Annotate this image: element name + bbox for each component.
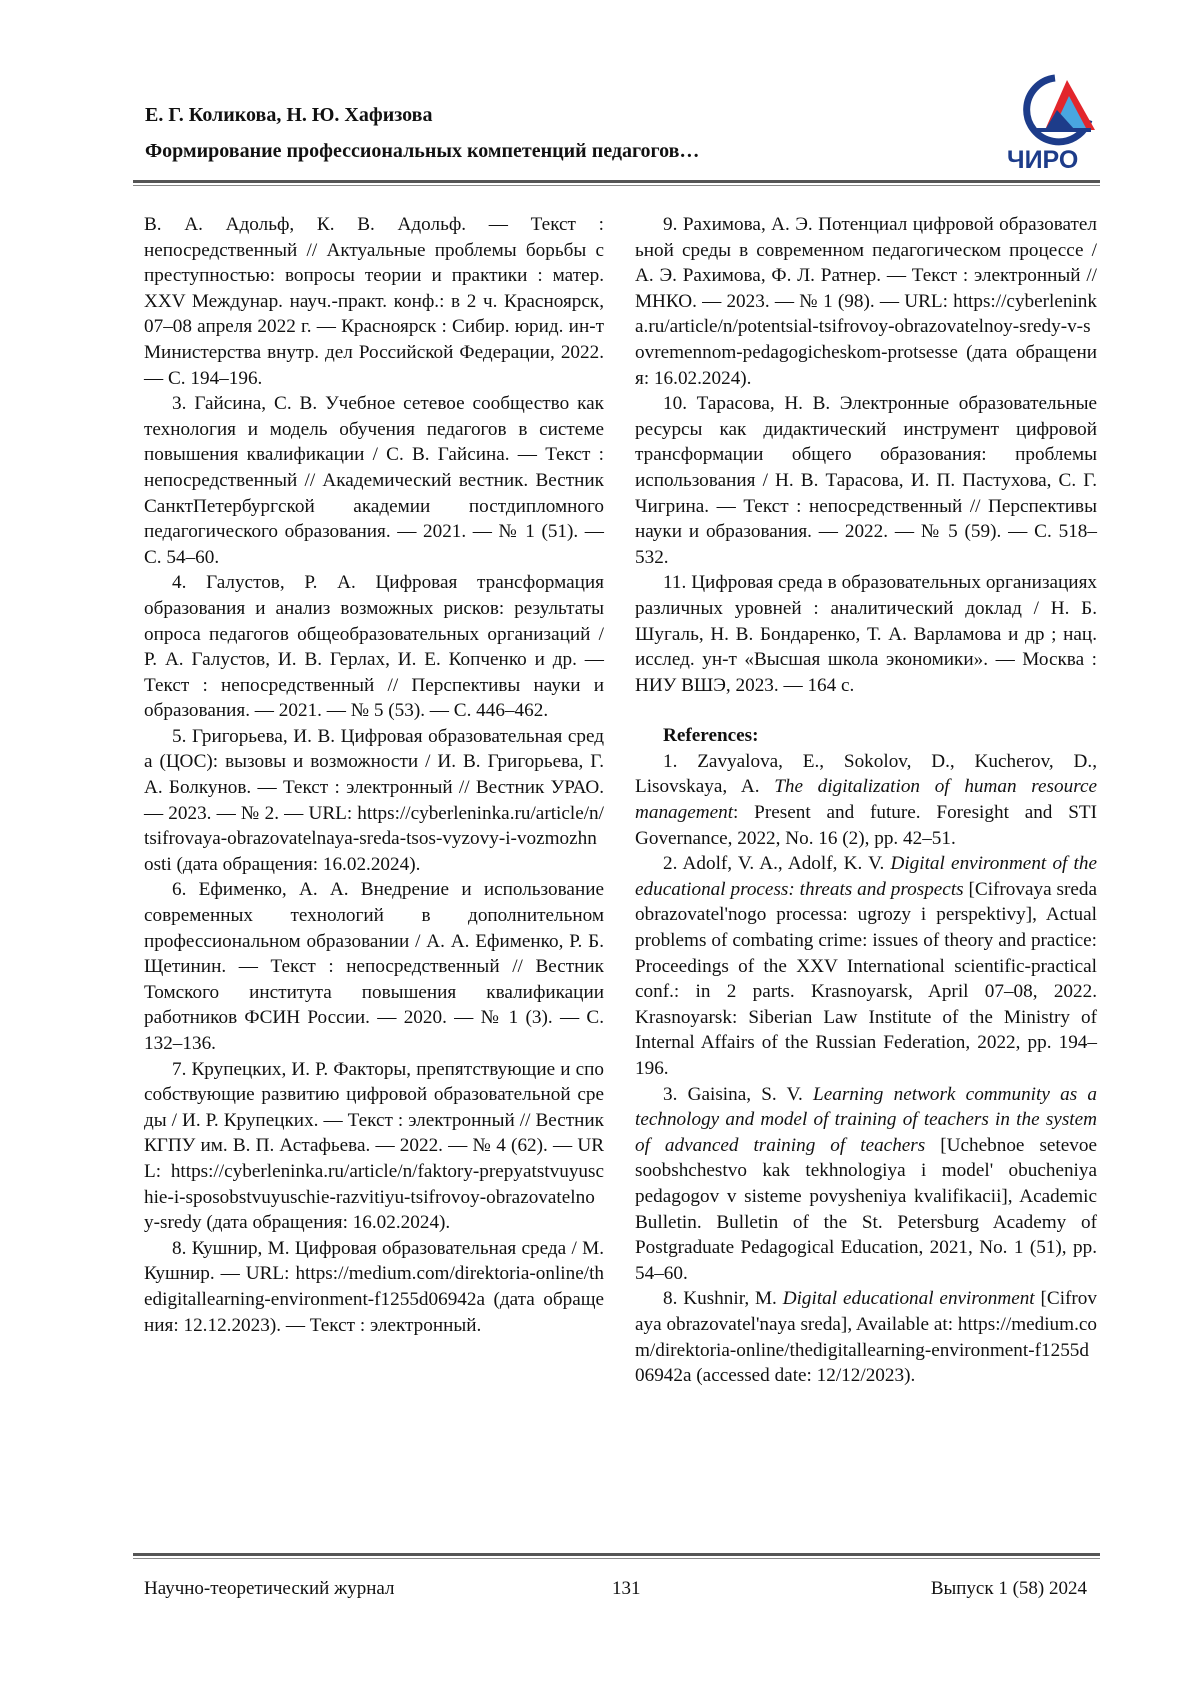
- reference-item: 5. Григорьева, И. В. Цифровая образовательная среда (ЦОС): вызовы и возможности / И. В. Григорьева, Г. А. Болкунов. — Текст : электронный // Вестник УРАО. — 2023. — № 2. — URL: https://cyberleninka.ru/article/n/tsifrovaya-obrazovatelnaya-sreda-tsos-vyzovy-i-vozmozhnosti (дата обращения: 16.02.2024).: [144, 724, 604, 878]
- ref-text: [Cifrovaya obrazovatel'naya sreda], Available at: https://medium.com/direktoria-online/thedigitallearning-environment-f1255d06942a (accessed date: 12/12/2023).: [635, 1288, 1097, 1386]
- ref-title: Digital educational environment: [783, 1288, 1035, 1309]
- ref-text: 8. Kushnir, M.: [663, 1288, 783, 1309]
- logo-text: ЧИРО: [1007, 146, 1078, 175]
- reference-item: 6. Ефименко, А. А. Внедрение и использование современных технологий в дополнительном профессиональном образовании / А. А. Ефименко, Р. Б. Щетинин. — Текст : непосредственный // Вестник Томского института повышения квалификации работников ФСИН России. — 2020. — № 1 (3). — С. 132–136.: [144, 877, 604, 1056]
- ref-text: [Cifrovaya sreda obrazovatel'nogo processa: ugrozy i perspektivy], Actual problems of combating crime: issues of theory and practice: Proceedings of the XXV International scientific-practical conf.: in 2 parts. Krasnoyarsk, April 07–08, 2022. Krasnoyarsk: Siberian Law Institute of the Ministry of Internal Affairs of the Russian Federation, 2022, pp. 194–196.: [635, 879, 1097, 1079]
- references-heading: References:: [635, 723, 1097, 749]
- footer-rule-thin: [133, 1558, 1100, 1559]
- header-authors: Е. Г. Коликова, Н. Ю. Хафизова: [145, 102, 945, 128]
- ref-text: 2. Adolf, V. A., Adolf, K. V.: [663, 853, 890, 874]
- reference-item: [635, 1286, 1097, 1388]
- header-title: Формирование профессиональных компетенций педагогов…: [145, 138, 945, 164]
- reference-item: 9. Рахимова, А. Э. Потенциал цифровой образовательной среды в современном педагогическом процессе / А. Э. Рахимова, Ф. Л. Ратнер. — Текст : электронный // МНКО. — 2023. — № 1 (98). — URL: https://cyberleninka.ru/article/n/potentsial-tsifrovoy-obrazovatelnoy-sredy-v-sovremennom-pedagogicheskom-protsesse (дата обращения: 16.02.2024).: [635, 212, 1097, 391]
- reference-item: В. А. Адольф, К. В. Адольф. — Текст : непосредственный // Актуальные проблемы борьбы с преступностью: вопросы теории и практики : матер. XXV Междунар. науч.-практ. конф.: в 2 ч. Красноярск, 07–08 апреля 2022 г. — Красноярск : Сибир. юрид. ин-т Министерства внутр. дел Российской Федерации, 2022. — С. 194–196.: [144, 212, 604, 391]
- page-header: [145, 102, 945, 164]
- header-rule: [133, 180, 1100, 183]
- reference-item: 4. Галустов, Р. А. Цифровая трансформация образования и анализ возможных рисков: результаты опроса педагогов общеобразовательных организаций / Р. А. Галустов, И. В. Герлах, И. Е. Копченко и др. — Текст : непосредственный // Перспективы науки и образования. — 2021. — № 5 (53). — С. 446–462.: [144, 570, 604, 724]
- header-rule-thin: [133, 185, 1100, 186]
- reference-item: [635, 749, 1097, 851]
- ref-text: [Uchebnoe setevoe soobshchestvo kak tekhnologiya i model' obucheniya pedagogov v sisteme povysheniya kvalifikacii], Academic Bulletin. Bulletin of the St. Petersburg Academy of Postgraduate Pedagogical Education, 2021, No. 1 (51), pp. 54–60.: [635, 1135, 1097, 1284]
- reference-item: 11. Цифровая среда в образовательных организациях различных уровней : аналитический доклад / Н. Б. Шугаль, Н. В. Бондаренко, Т. А. Варламова и др ; нац. исслед. ун-т «Высшая школа экономики». — Москва : НИУ ВШЭ, 2023. — 164 с.: [635, 570, 1097, 698]
- left-column: [144, 212, 604, 1338]
- footer-issue: Выпуск 1 (58) 2024: [931, 1577, 1087, 1601]
- reference-item: 3. Гайсина, С. В. Учебное сетевое сообщество как технология и модель обучения педагогов в системе повышения квалификации / С. В. Гайсина. — Текст : непосредственный // Академический вестник. Вестник СанктПетербургской академии постдипломного педагогического образования. — 2021. — № 1 (51). — С. 54–60.: [144, 391, 604, 570]
- footer-rule: [133, 1553, 1100, 1556]
- ref-title: Learning network community as a technology and model of training of teachers in the system of advanced training of teachers: [635, 1084, 1097, 1156]
- page-number: 131: [612, 1577, 641, 1601]
- reference-item: 8. Кушнир, М. Цифровая образовательная среда / М. Кушнир. — URL: https://medium.com/direktoria-online/thedigitallearning-environment-f1255d06942a (дата обращения: 12.12.2023). — Текст : электронный.: [144, 1236, 604, 1338]
- reference-item: [635, 851, 1097, 1081]
- ref-text: : Present and future. Foresight and STI Governance, 2022, No. 16 (2), pp. 42–51.: [635, 802, 1097, 849]
- reference-item: [635, 1082, 1097, 1287]
- ref-text: 3. Gaisina, S. V.: [663, 1084, 813, 1105]
- reference-item: 10. Тарасова, Н. В. Электронные образовательные ресурсы как дидактический инструмент цифровой трансформации общего образования: проблемы использования / Н. В. Тарасова, И. П. Пастухова, С. Г. Чигрина. — Текст : непосредственный // Перспективы науки и образования. — 2022. — № 5 (59). — С. 518–532.: [635, 391, 1097, 570]
- reference-item: 7. Крупецких, И. Р. Факторы, препятствующие и способствующие развитию цифровой образовательной среды / И. Р. Крупецких. — Текст : электронный // Вестник КГПУ им. В. П. Астафьева. — 2022. — № 4 (62). — URL: https://cyberleninka.ru/article/n/faktory-prepyatstvuyuschie-i-sposobstvuyuschie-razvitiyu-tsifrovoy-obrazovatelnoy-sredy (дата обращения: 16.02.2024).: [144, 1057, 604, 1236]
- chiro-logo: [1005, 70, 1105, 175]
- footer-journal: Научно-теоретический журнал: [144, 1577, 394, 1601]
- ref-title: Digital environment of the educational process: threats and prospects: [635, 853, 1097, 900]
- ref-title: The digitalization of human resource management: [635, 776, 1097, 823]
- right-column: [635, 212, 1097, 1389]
- ref-text: 1. Zavyalova, E., Sokolov, D., Kucherov, D., Lisovskaya, A.: [635, 751, 1097, 798]
- chiro-logo-icon: [1005, 70, 1105, 150]
